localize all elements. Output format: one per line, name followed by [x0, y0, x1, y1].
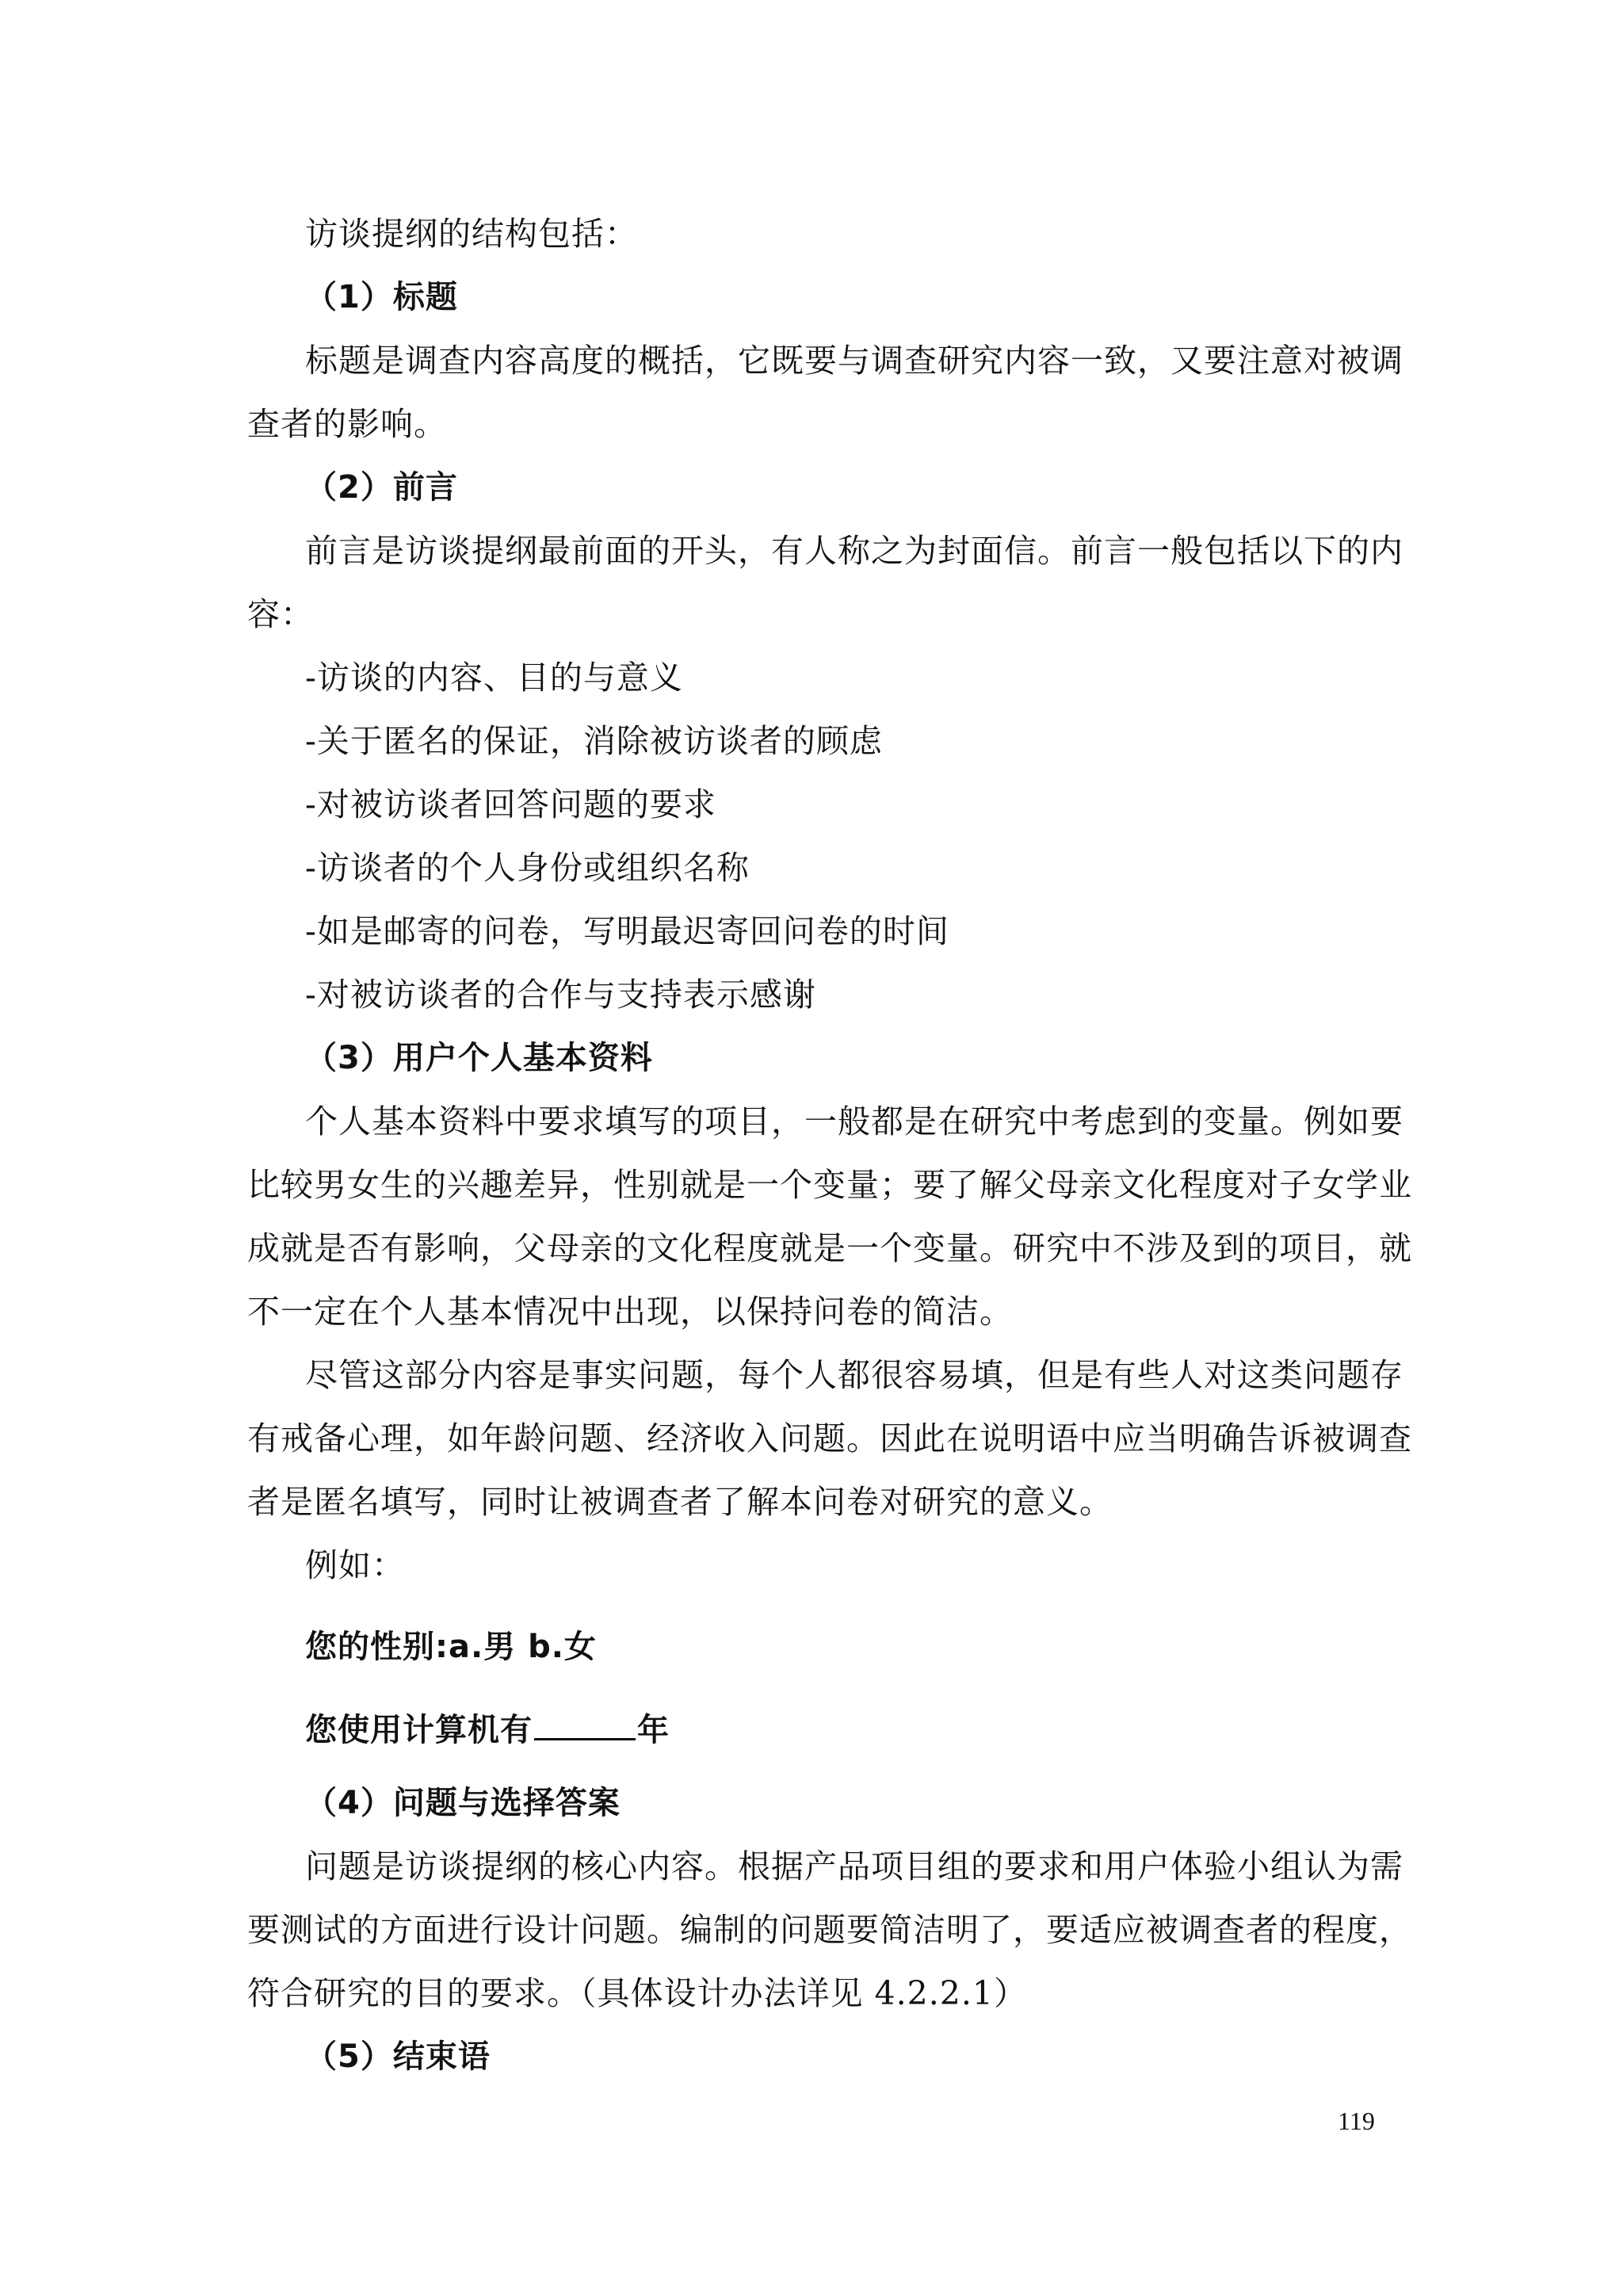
section-3-paragraph-line: 尽管这部分内容是事实问题，每个人都很容易填，但是有些人对这类问题存: [305, 1356, 1403, 1394]
section-1-paragraph-line: 查者的影响。: [247, 405, 447, 443]
section-1-paragraph-line: 标题是调查内容高度的概括，它既要与调查研究内容一致，又要注意对被调: [305, 342, 1403, 380]
example-gender-question: 您的性别:a.男 b.女: [305, 1629, 597, 1665]
example-years-prefix: 您使用计算机有: [305, 1712, 533, 1748]
section-5-heading: （5）结束语: [305, 2038, 491, 2075]
section-3-paragraph-line: 不一定在个人基本情况中出现，以保持问卷的简洁。: [247, 1293, 1013, 1331]
page-number: 119: [1338, 2107, 1375, 2135]
list-item: -如是邮寄的问卷，写明最迟寄回问卷的时间: [305, 912, 949, 950]
section-4-heading: （4）问题与选择答案: [305, 1785, 621, 1821]
list-item: -访谈的内容、目的与意义: [305, 659, 683, 697]
fill-in-blank: [534, 1706, 636, 1740]
section-3-paragraph-line: 比较男女生的兴趣差异，性别就是一个变量；要了解父母亲文化程度对子女学业: [247, 1166, 1412, 1204]
example-label: 例如：: [305, 1546, 405, 1584]
section-2-paragraph-line: 容：: [247, 595, 314, 633]
example-years-question: [305, 1698, 1446, 1762]
section-3-paragraph-line: 者是匿名填写，同时让被调查者了解本问卷对研究的意义。: [247, 1483, 1113, 1521]
list-item: -访谈者的个人身份或组织名称: [305, 849, 750, 887]
section-1-heading: （1）标题: [305, 279, 458, 315]
section-2-paragraph-line: 前言是访谈提纲最前面的开头，有人称之为封面信。前言一般包括以下的内: [305, 532, 1403, 570]
section-4-paragraph-line: 符合研究的目的要求。（具体设计办法详见 4.2.2.1）: [247, 1974, 1027, 2012]
example-years-suffix: 年: [637, 1712, 670, 1748]
section-3-heading: （3）用户个人基本资料: [305, 1040, 653, 1076]
section-2-heading: （2）前言: [305, 469, 458, 506]
section-4-paragraph-line: 要测试的方面进行设计问题。编制的问题要简洁明了，要适应被调查者的程度，: [247, 1911, 1412, 1949]
intro-text: 访谈提纲的结构包括：: [305, 215, 638, 253]
section-4-paragraph-line: 问题是访谈提纲的核心内容。根据产品项目组的要求和用户体验小组认为需: [305, 1847, 1403, 1885]
section-3-paragraph-line: 有戒备心理，如年龄问题、经济收入问题。因此在说明语中应当明确告诉被调查: [247, 1419, 1412, 1457]
section-3-paragraph-line: 个人基本资料中要求填写的项目，一般都是在研究中考虑到的变量。例如要: [305, 1102, 1403, 1140]
list-item: -对被访谈者回答问题的要求: [305, 785, 716, 823]
section-3-paragraph-line: 成就是否有影响，父母亲的文化程度就是一个变量。研究中不涉及到的项目，就: [247, 1229, 1412, 1267]
list-item: -对被访谈者的合作与支持表示感谢: [305, 976, 816, 1014]
list-item: -关于匿名的保证，消除被访谈者的顾虑: [305, 722, 883, 760]
